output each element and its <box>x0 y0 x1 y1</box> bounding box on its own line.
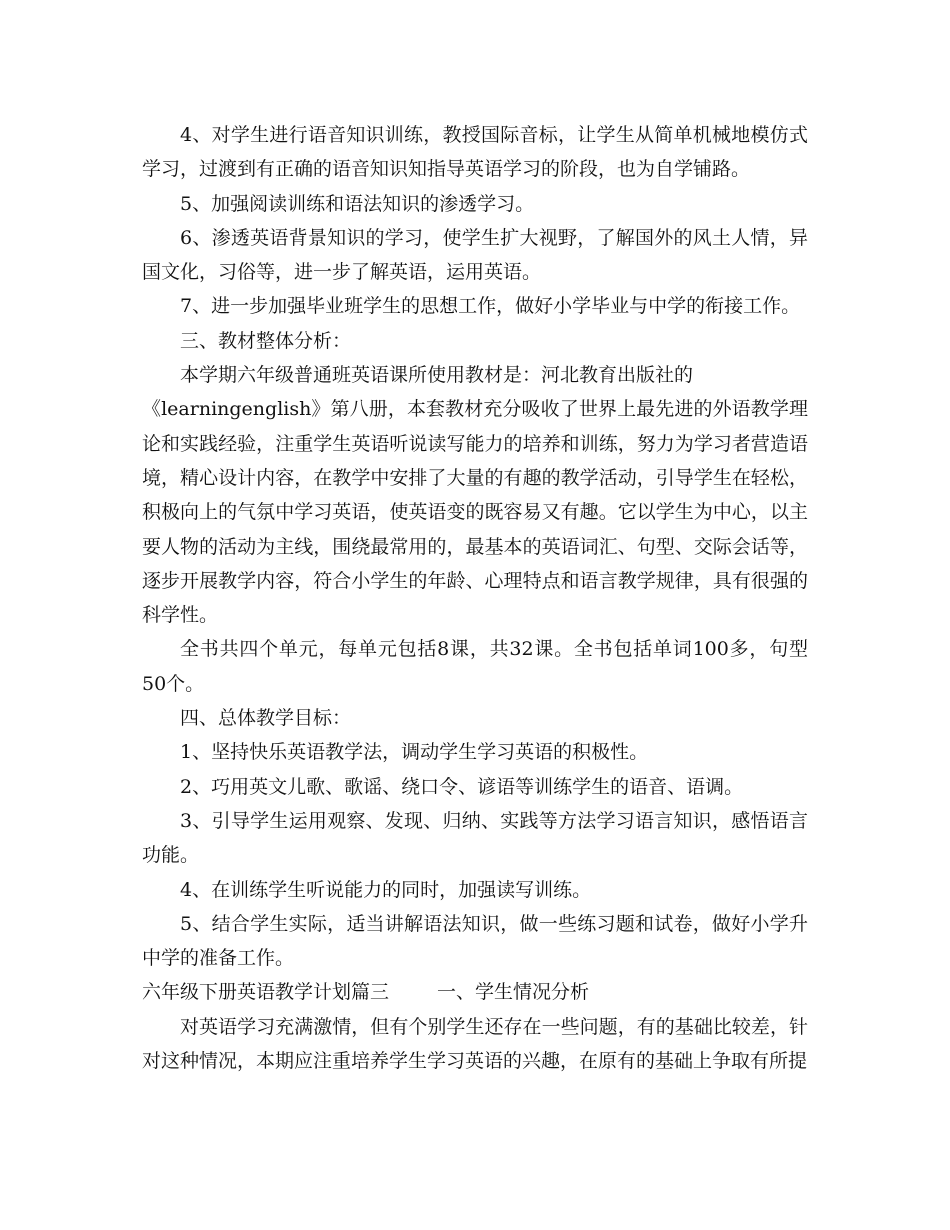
section-title: 六年级下册英语教学计划篇三 <box>142 981 390 1004</box>
section-subtitle: 一、学生情况分析 <box>437 981 590 1004</box>
paragraph-materials-body: 《learningenglish》第八册，本套教材充分吸收了世界上最先进的外语教学理论和实践经验，注重学生英语听说读写能力的培养和训练，努力为学习者营造语境，精心设计内容，在教学中安排了大量的有趣的教学活动，引导学生在轻松，积极向上的气氛中学习英语，使英语变的既容易又有趣。它以学生为中心，以主要人物的活动为主线，围绕最常用的，最基本的英语词汇、句型、交际会话等，逐步开展教学内容，符合小学生的年龄、心理特点和语言教学规律，具有很强的科学性。 <box>142 398 808 627</box>
paragraph-item-7: 7、进一步加强毕业班学生的思想工作，做好小学毕业与中学的衔接工作。 <box>180 295 801 318</box>
paragraph-item-4: 4、对学生进行语音知识训练，教授国际音标，让学生从简单机械地模仿式学习，过渡到有正确的语音知识知指导英语学习的阶段，也为自学铺路。 <box>142 124 808 181</box>
section-heading-materials: 三、教材整体分析： <box>180 329 352 352</box>
section-heading-goals: 四、总体教学目标： <box>180 707 352 730</box>
goal-item-2: 2、巧用英文儿歌、歌谣、绕口令、谚语等训练学生的语音、语调。 <box>180 775 744 798</box>
paragraph-item-5: 5、加强阅读训练和语法知识的渗透学习。 <box>180 192 535 215</box>
goal-item-1: 1、坚持快乐英语教学法，调动学生学习英语的积极性。 <box>180 741 649 764</box>
goal-item-4: 4、在训练学生听说能力的同时，加强读写训练。 <box>180 878 592 901</box>
section-title-line <box>142 975 808 1009</box>
paragraph-item-6: 6、渗透英语背景知识的学习，使学生扩大视野，了解国外的风土人情，异国文化，习俗等，进一步了解英语，运用英语。 <box>142 226 808 284</box>
paragraph-book-summary: 全书共四个单元，每单元包括8课，共32课。全书包括单词100多，句型50个。 <box>142 638 808 695</box>
paragraph-materials-intro: 本学期六年级普通班英语课所使用教材是：河北教育出版社的 <box>180 364 694 387</box>
goal-item-5: 5、结合学生实际，适当讲解语法知识，做一些练习题和试卷，做好小学升中学的准备工作。 <box>142 912 808 970</box>
document-body <box>142 118 808 1078</box>
paragraph-student-analysis: 对英语学习充满激情，但有个别学生还存在一些问题，有的基础比较差，针对这种情况，本期应注重培养学生学习英语的兴趣，在原有的基础上争取有所提 <box>142 1015 808 1073</box>
goal-item-3: 3、引导学生运用观察、发现、归纳、实践等方法学习语言知识，感悟语言功能。 <box>142 809 808 867</box>
